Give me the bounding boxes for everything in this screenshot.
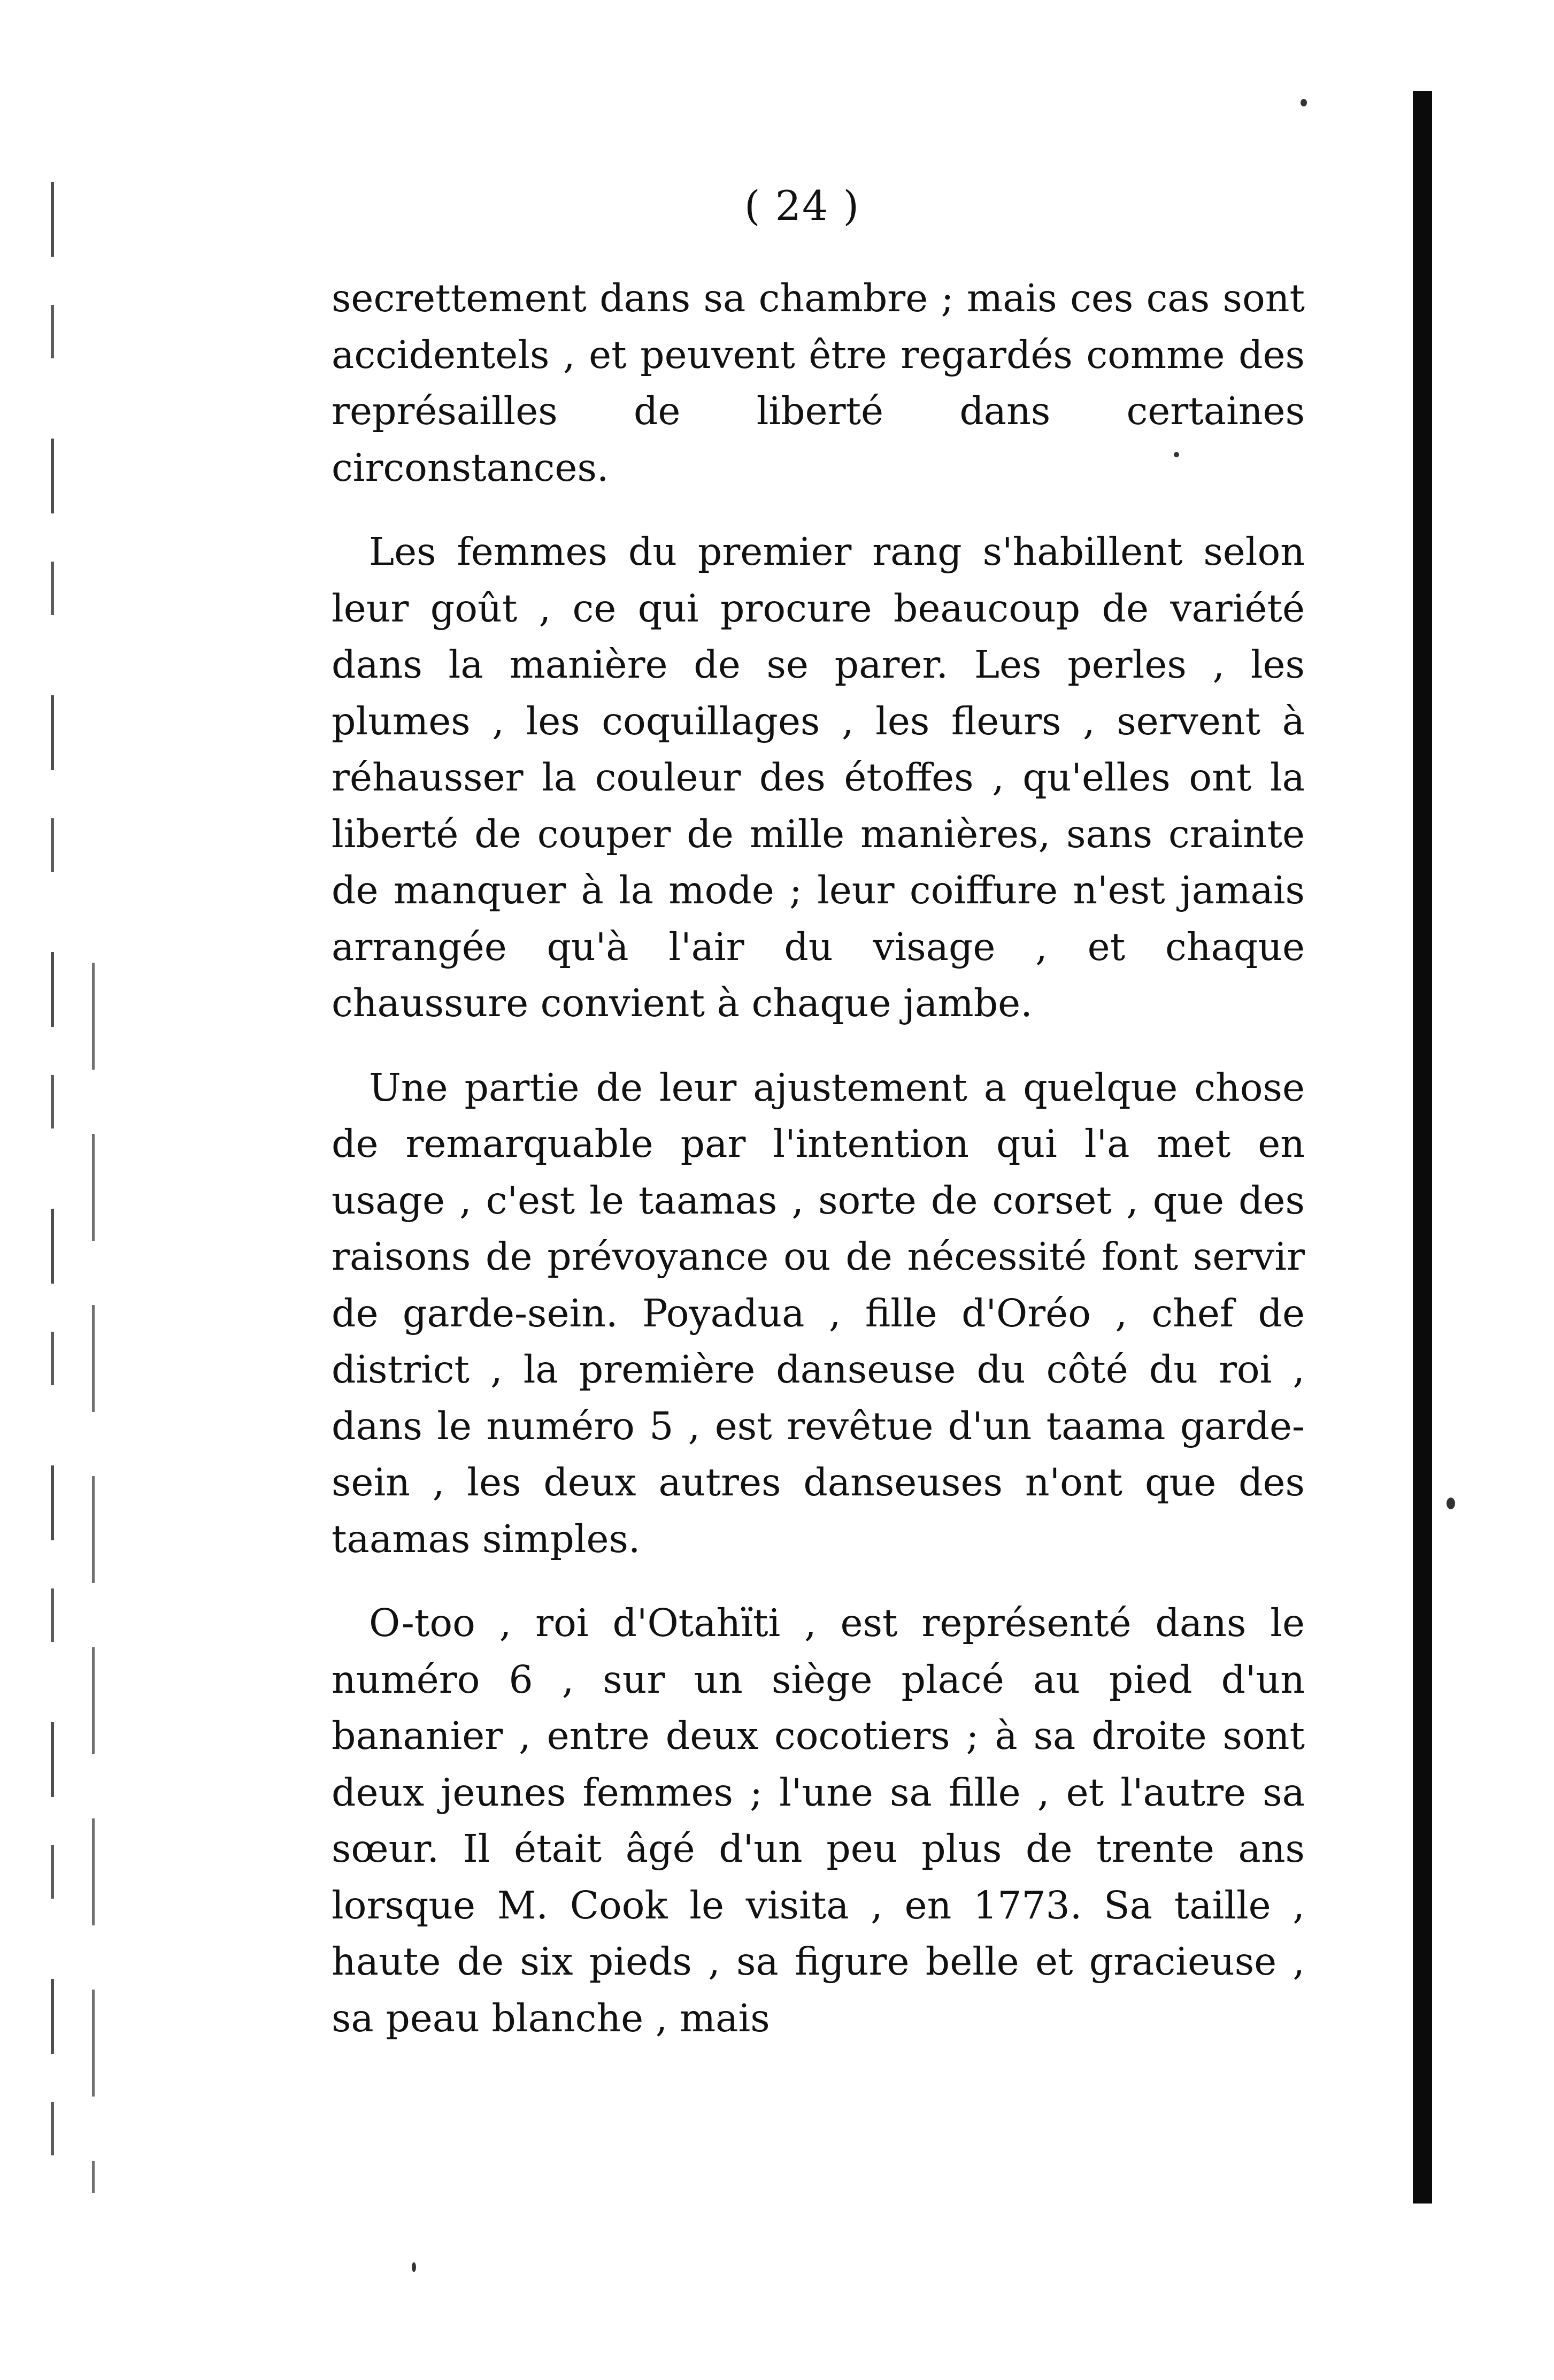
- paragraph-taamas: Une partie de leur ajustement a quelque chose de remarquable par l'intention qui l'a met en usage , c'est le taamas , sorte de corset , que des raisons de prévoyance ou de nécessité font servir de garde-sein. Poyadua , fille d'Oréo , chef de district , la première danseuse du côté du roi , dans le numéro 5 , est revêtue d'un taama garde-sein , les deux autres danseuses n'ont que des taamas simples.: [332, 1065, 1305, 1561]
- scan-left-margin-marks: [51, 182, 54, 2161]
- paragraph-continuation: secrettement dans sa chambre ; mais ces cas sont accidentels , et peuvent être regardés comme des représailles de liberté dans certaines circonstances.: [332, 276, 1305, 490]
- scan-left-margin-marks-inner: [92, 963, 95, 2193]
- paragraph-femmes: Les femmes du premier rang s'habillent selon leur goût , ce qui procure beaucoup de variété dans la manière de se parer. Les perles , les plumes , les coquillages , les fleurs , servent à réhausser la couleur des étoffes , qu'elles ont la liberté de couper de mille manières, sans crainte de manquer à la mode ; leur coiffure n'est jamais arrangée qu'à l'air du visage , et chaque chaussure convient à chaque jambe.: [332, 529, 1305, 1025]
- scan-speck: [412, 2262, 416, 2272]
- paragraph-otoo: O-too , roi d'Otahïti , est représenté dans le numéro 6 , sur un siège placé au pied d'un bananier , entre deux cocotiers ; à sa droite sont deux jeunes femmes ; l'une sa fille , et l'autre sa sœur. Il était âgé d'un peu plus de trente ans lorsque M. Cook le visita , en 1773. Sa taille , haute de six pieds , sa figure belle et gracieuse , sa peau blanche , mais: [332, 1601, 1305, 2040]
- scan-speck: [1174, 452, 1179, 457]
- scan-speck: [1301, 99, 1307, 106]
- body-text: [332, 270, 1305, 2046]
- scan-speck: [1447, 1498, 1455, 1509]
- page-number: ( 24 ): [744, 182, 860, 229]
- scan-edge-bar: [1413, 91, 1432, 2204]
